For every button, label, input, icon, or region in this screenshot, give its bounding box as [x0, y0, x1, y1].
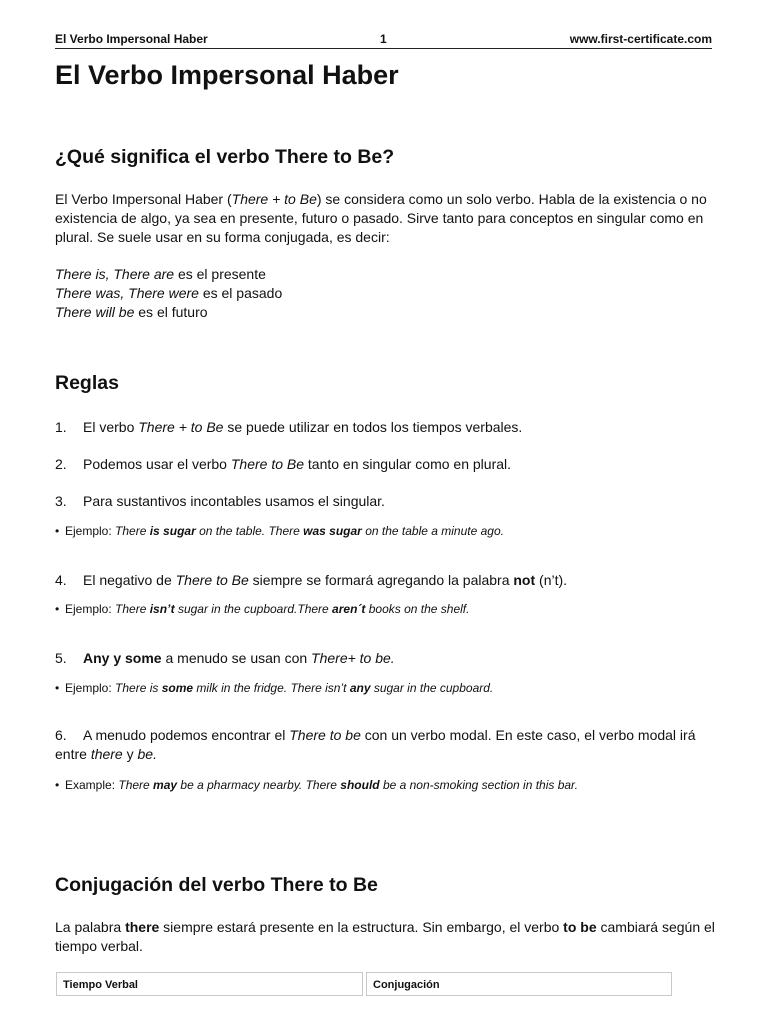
rule-5: 5. Any y some a menudo se usan con There+ to be. [55, 650, 395, 666]
form-present: There is, There are es el presente [55, 266, 266, 282]
example-3: • Ejemplo: There is sugar on the table. There was sugar on the table a minute ago. [55, 524, 504, 538]
form-past: There was, There were es el pasado [55, 285, 283, 301]
section-heading-rules: Reglas [55, 372, 119, 394]
table-header-conjugation: Conjugación [366, 972, 672, 996]
rule-4: 4. El negativo de There to Be siempre se formará agregando la palabra not (n’t). [55, 572, 568, 588]
conjugation-table-header [56, 972, 672, 998]
section-heading-meaning: ¿Qué significa el verbo There to Be? [55, 146, 395, 168]
rule-6: 6. A menudo podemos encontrar el There to be con un verbo modal. En este caso, el verbo modal irá entre there y be. [55, 727, 696, 762]
example-6: • Example: There may be a pharmacy nearby. There should be a non-smoking section in this bar. [55, 778, 578, 792]
rule-1: 1. El verbo There + to Be se puede utilizar en todos los tiempos verbales. [55, 419, 523, 435]
intro-paragraph: El Verbo Impersonal Haber (There + to Be) se considera como un solo verbo. Habla de la existencia o no existencia de algo, ya sea en presente, futuro o pasado. Sirve tanto para conceptos en singular como en plural. Se suele usar en su forma conjugada, es decir: [55, 191, 707, 245]
table-header-tense: Tiempo Verbal [56, 972, 363, 996]
header-site-link[interactable]: www.first-certificate.com [569, 32, 712, 46]
example-4: • Ejemplo: There isn’t sugar in the cupboard.There aren´t books on the shelf. [55, 602, 470, 616]
page-header [55, 30, 712, 49]
conjugation-paragraph: La palabra there siempre estará presente en la estructura. Sin embargo, el verbo to be cambiará según el tiempo verbal. [55, 919, 715, 954]
section-heading-conjugation: Conjugación del verbo There to Be [55, 874, 378, 896]
example-5: • Ejemplo: There is some milk in the fridge. There isn’t any sugar in the cupboard. [55, 681, 494, 695]
rule-2: 2. Podemos usar el verbo There to Be tanto en singular como en plural. [55, 456, 512, 472]
rule-3: 3. Para sustantivos incontables usamos el singular. [55, 493, 385, 509]
header-document-title: El Verbo Impersonal Haber [55, 32, 208, 46]
page-title: El Verbo Impersonal Haber [55, 60, 399, 90]
page-number: 1 [380, 32, 387, 46]
form-future: There will be es el futuro [55, 304, 208, 320]
